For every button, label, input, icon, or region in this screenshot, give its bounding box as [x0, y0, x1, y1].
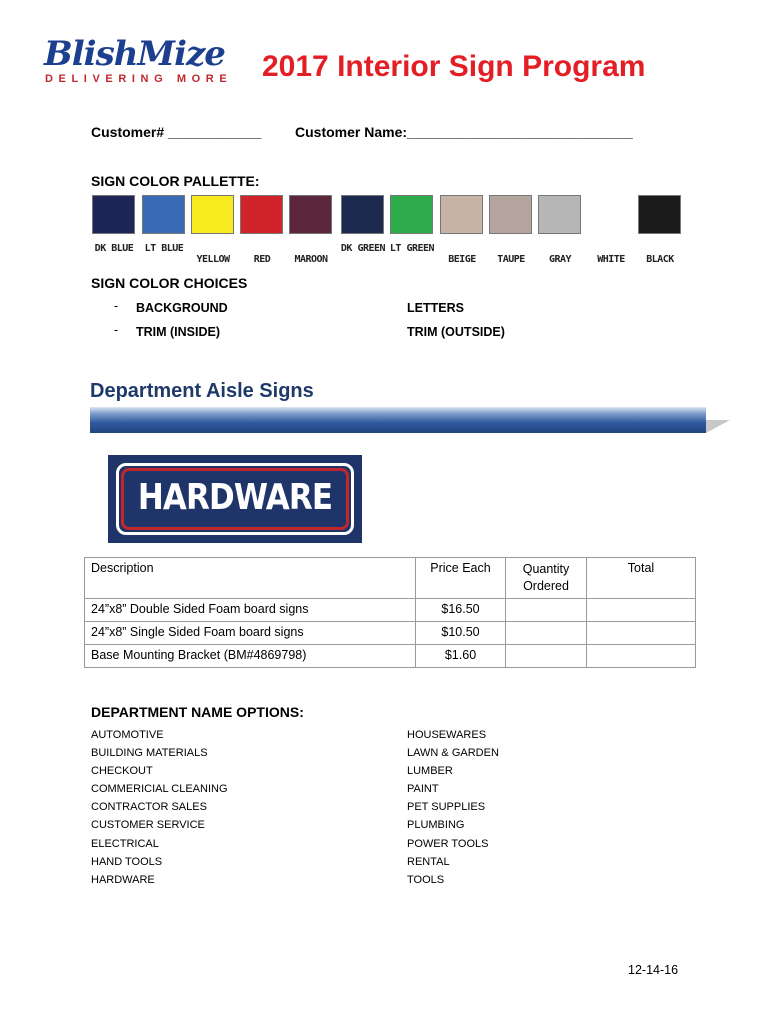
color-swatch-label: RED [253, 254, 271, 265]
table-header-row [85, 558, 696, 599]
list-item: CHECKOUT [91, 765, 153, 778]
bullet-dash: - [114, 323, 119, 337]
section-heading: Department Aisle Signs [90, 380, 314, 402]
row-price: $1.60 [416, 645, 506, 668]
document-title: 2017 Interior Sign Program [262, 50, 646, 83]
table-row [85, 599, 696, 622]
color-swatch-label: DK GREEN [340, 243, 386, 254]
customer-name-field[interactable]: Customer Name:_____________________________ [295, 124, 633, 140]
choice-trim-inside: TRIM (INSIDE) [136, 325, 221, 339]
choice-background: BACKGROUND [136, 301, 228, 315]
list-item: TOOLS [407, 873, 445, 886]
color-swatch [440, 195, 483, 234]
company-logo: BlishMize [44, 34, 225, 74]
color-swatch-label: YELLOW [196, 254, 230, 265]
list-item: AUTOMOTIVE [91, 729, 164, 741]
list-item: PAINT [407, 783, 439, 796]
list-item: BUILDING MATERIALS [91, 747, 208, 760]
row-description: 24”x8” Single Sided Foam board signs [85, 622, 416, 645]
sign-text: HARDWARE [137, 477, 333, 518]
choice-letters: LETTERS [407, 301, 464, 315]
list-item: RENTAL [407, 855, 450, 868]
color-swatch-label: WHITE [597, 254, 625, 265]
price-table [84, 557, 696, 668]
total-cell[interactable] [587, 599, 696, 622]
color-swatch-label: MAROON [294, 254, 328, 265]
quantity-input[interactable] [506, 599, 587, 622]
color-swatch [638, 195, 681, 234]
header-description: Description [85, 558, 416, 599]
choices-heading: SIGN COLOR CHOICES [91, 275, 248, 291]
list-item: LUMBER [407, 765, 453, 778]
color-swatch [191, 195, 234, 234]
color-swatch [341, 195, 384, 234]
list-item: HARDWARE [91, 873, 155, 886]
total-cell[interactable] [587, 622, 696, 645]
row-price: $10.50 [416, 622, 506, 645]
header-price-each: Price Each [416, 558, 506, 599]
list-item: LAWN & GARDEN [407, 747, 499, 760]
header-total: Total [587, 558, 696, 599]
options-left-list [91, 726, 228, 889]
list-item: PLUMBING [407, 819, 465, 832]
choice-trim-outside: TRIM (OUTSIDE) [407, 325, 505, 339]
total-cell[interactable] [587, 645, 696, 668]
list-item: COMMERICIAL CLEANING [91, 783, 228, 796]
color-swatch [142, 195, 185, 234]
color-swatch [240, 195, 283, 234]
quantity-input[interactable] [506, 622, 587, 645]
color-swatch [589, 195, 632, 234]
options-heading: DEPARTMENT NAME OPTIONS: [91, 704, 304, 720]
bullet-dash: - [114, 299, 119, 313]
document-date: 12-14-16 [628, 963, 679, 977]
palette-heading: SIGN COLOR PALLETTE: [91, 173, 260, 189]
list-item: HAND TOOLS [91, 855, 163, 868]
color-swatch [289, 195, 332, 234]
list-item: CUSTOMER SERVICE [91, 819, 205, 832]
quantity-input[interactable] [506, 645, 587, 668]
list-item: ELECTRICAL [91, 837, 159, 850]
row-price: $16.50 [416, 599, 506, 622]
list-item: PET SUPPLIES [407, 801, 486, 814]
color-swatch [92, 195, 135, 234]
options-right-list [407, 726, 499, 889]
section-divider-band [90, 407, 706, 433]
color-swatch-label: LT BLUE [144, 243, 184, 254]
sample-sign-image [108, 455, 362, 543]
table-row [85, 645, 696, 668]
list-item: CONTRACTOR SALES [91, 801, 207, 814]
table-row [85, 622, 696, 645]
color-swatch [538, 195, 581, 234]
color-swatch-label: BEIGE [448, 254, 476, 265]
color-swatch-label: LT GREEN [389, 243, 435, 254]
header-quantity-ordered: Quantity Ordered [506, 558, 587, 599]
color-swatch-label: GRAY [548, 254, 572, 265]
list-item: HOUSEWARES [407, 729, 487, 741]
color-swatch [390, 195, 433, 234]
row-description: 24”x8” Double Sided Foam board signs [85, 599, 416, 622]
row-description: Base Mounting Bracket (BM#4869798) [85, 645, 416, 668]
color-swatch [489, 195, 532, 234]
color-swatch-label: BLACK [646, 254, 674, 265]
color-swatch-label: DK BLUE [94, 243, 134, 254]
list-item: POWER TOOLS [407, 837, 489, 850]
logo-tagline: DELIVERING MORE [45, 73, 233, 85]
divider-band-shadow [706, 420, 730, 433]
color-swatch-label: TAUPE [497, 254, 525, 265]
customer-number-field[interactable]: Customer# ____________ [91, 124, 262, 140]
